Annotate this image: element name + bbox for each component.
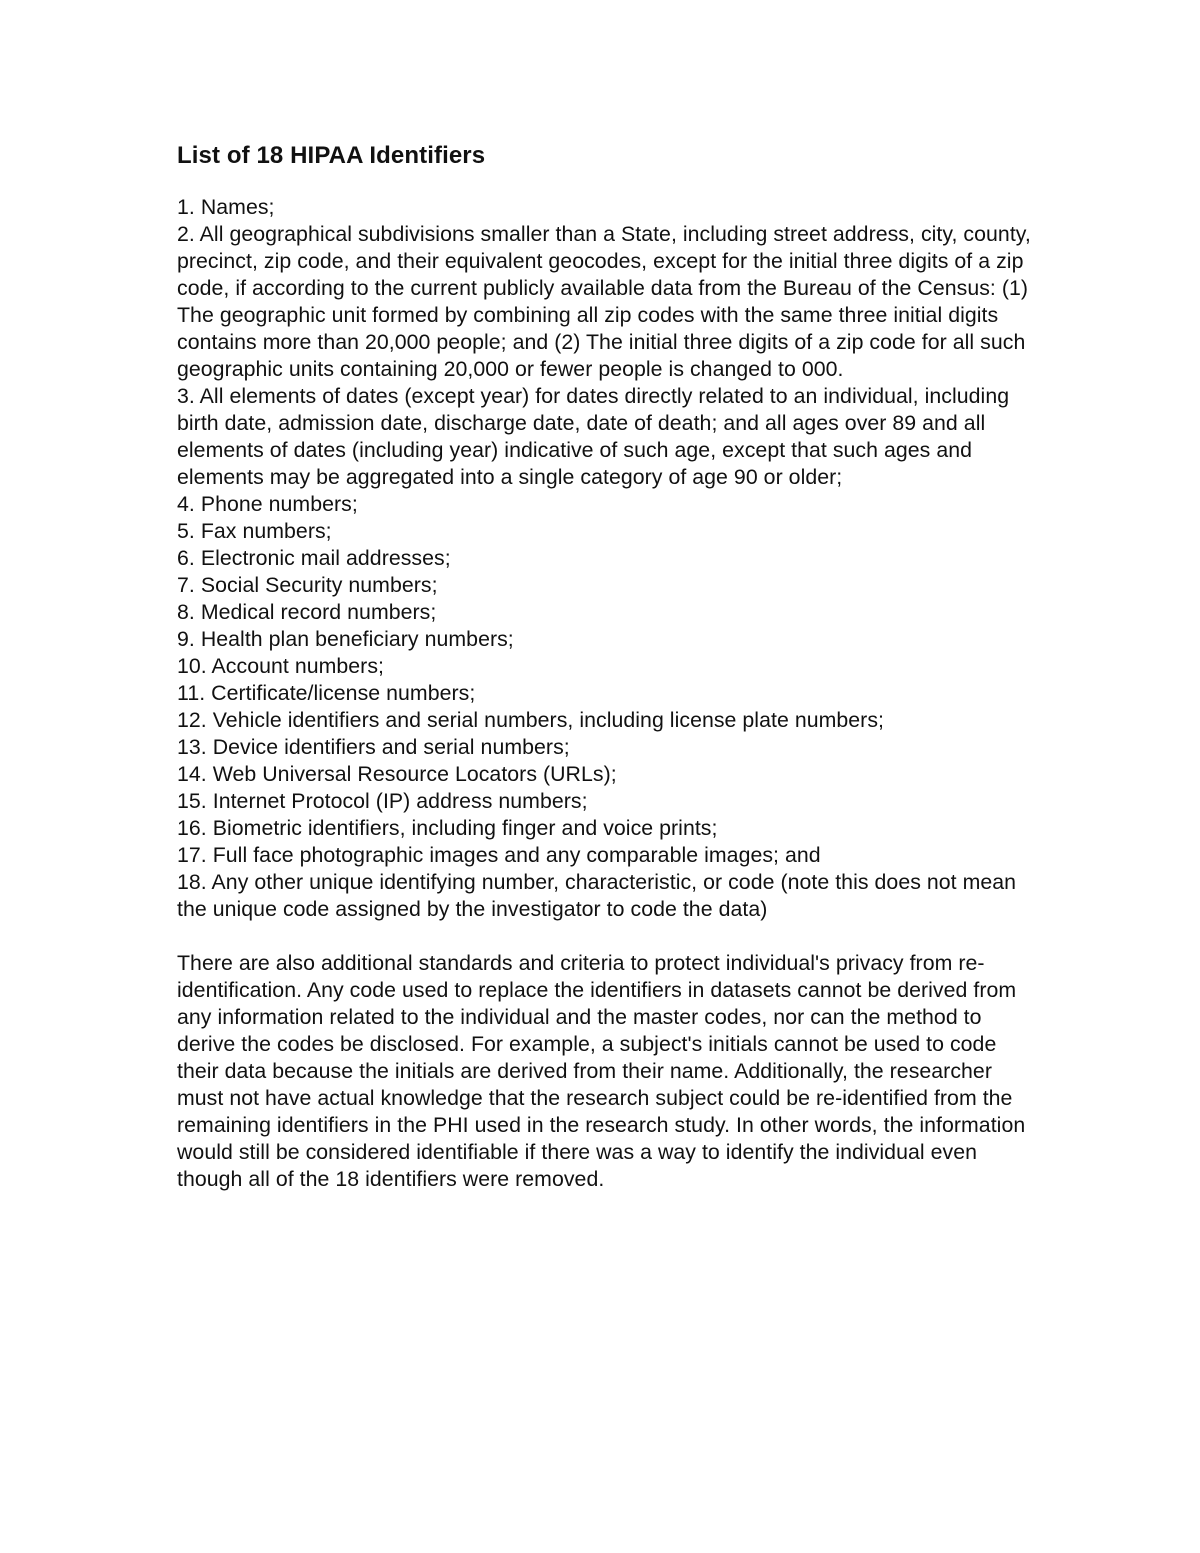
list-item: 4. Phone numbers; [177,492,358,516]
list-item: 1. Names; [177,195,275,219]
document-page [177,139,1037,1193]
identifiers-list [177,194,1037,923]
list-item: 2. All geographical subdivisions smaller than a State, including street address, city, county, precinct, zip code, and their equivalent geocodes, except for the initial three digits of a zip code, if according to the current publicly available data from the Bureau of the Census: (1) The geographic unit formed by combining all zip codes with the same three initial digits contains more than 20,000 people; and (2) The initial three digits of a zip code for all such geographic units containing 20,000 or fewer people is changed to 000. [177,222,1031,381]
list-item: 14. Web Universal Resource Locators (URLs); [177,762,617,786]
list-item: 12. Vehicle identifiers and serial numbers, including license plate numbers; [177,708,884,732]
list-item: 17. Full face photographic images and any comparable images; and [177,843,821,867]
list-item: 6. Electronic mail addresses; [177,546,451,570]
list-item: 3. All elements of dates (except year) for dates directly related to an individual, including birth date, admission date, discharge date, date of death; and all ages over 89 and all elements of dates (including year) indicative of such age, except that such ages and elements may be aggregated into a single category of age 90 or older; [177,384,1010,489]
list-item: 16. Biometric identifiers, including finger and voice prints; [177,816,718,840]
list-item: 18. Any other unique identifying number, characteristic, or code (note this does not mean the unique code assigned by the investigator to code the data) [177,870,1017,921]
list-item: 8. Medical record numbers; [177,600,437,624]
list-item: 15. Internet Protocol (IP) address numbers; [177,789,588,813]
list-item: 11. Certificate/license numbers; [177,681,476,705]
document-title: List of 18 HIPAA Identifiers [177,142,486,169]
list-item: 9. Health plan beneficiary numbers; [177,627,514,651]
list-item: 7. Social Security numbers; [177,573,438,597]
privacy-paragraph: There are also additional standards and criteria to protect individual's privacy from re-identification. Any code used to replace the identifiers in datasets cannot be derived from any information related to the individual and the master codes, nor can the method to derive the codes be disclosed. For example, a subject's initials cannot be used to code their data because the initials are derived from their name. Additionally, the researcher must not have actual knowledge that the research subject could be re-identified from the remaining identifiers in the PHI used in the research study. In other words, the information would still be considered identifiable if there was a way to identify the individual even though all of the 18 identifiers were removed. [177,951,1026,1191]
list-item: 5. Fax numbers; [177,519,332,543]
list-item: 10. Account numbers; [177,654,384,678]
list-item: 13. Device identifiers and serial numbers; [177,735,570,759]
